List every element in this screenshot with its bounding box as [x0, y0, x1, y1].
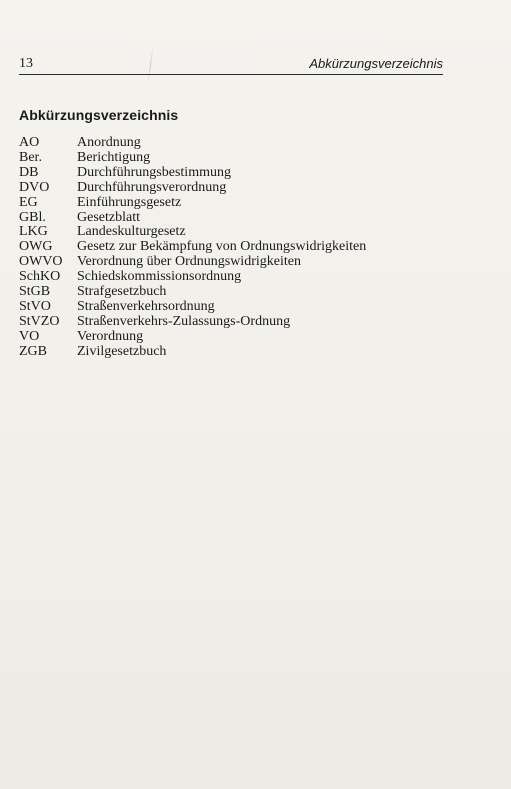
running-title: Abkürzungsverzeichnis: [309, 56, 443, 71]
abbreviation: StGB: [19, 284, 51, 300]
abbreviation-meaning: Einführungsgesetz: [77, 194, 182, 210]
abbreviation-meaning: Verordnung über Ordnungswidrigkeiten: [77, 254, 301, 270]
abbreviation: LKG: [19, 224, 48, 240]
page-number: 13: [19, 56, 33, 71]
abbreviation: OWVO: [19, 254, 63, 270]
abbreviation-row: [19, 300, 366, 315]
abbreviation-row: [19, 136, 366, 151]
abbreviation: GBl.: [19, 209, 46, 225]
abbreviation: AO: [19, 135, 40, 150]
abbreviation-row: [19, 270, 366, 285]
abbreviation-meaning: Anordnung: [77, 135, 141, 150]
abbreviation-row: [19, 211, 366, 226]
abbreviation-meaning: Durchführungsbestimmung: [77, 164, 231, 180]
section-heading: Abkürzungsverzeichnis: [19, 107, 179, 123]
abbreviation-meaning: Zivilgesetzbuch: [77, 343, 167, 359]
abbreviation-row: [19, 166, 366, 181]
abbreviation-meaning: Straßenverkehrs-Zulassungs-Ordnung: [77, 313, 291, 329]
abbreviation-row: [19, 345, 366, 360]
abbreviation-row: [19, 151, 366, 166]
abbreviation: ZGB: [19, 343, 47, 359]
abbreviation-meaning: Berichtigung: [77, 149, 151, 165]
abbreviation: DVO: [19, 179, 50, 195]
abbreviation-meaning: Straßenverkehrsordnung: [77, 298, 215, 314]
abbreviation: StVZO: [19, 313, 60, 329]
abbreviation: StVO: [19, 298, 51, 314]
abbreviation-row: [19, 330, 366, 345]
abbreviation: DB: [19, 164, 39, 180]
abbreviation-row: [19, 255, 366, 270]
abbreviation-list: [19, 136, 366, 360]
abbreviation: EG: [19, 194, 38, 210]
running-header: [19, 56, 443, 75]
abbreviation: SchKO: [19, 269, 61, 285]
abbreviation-row: [19, 240, 366, 255]
abbreviation-row: [19, 225, 366, 240]
abbreviation-meaning: Landeskulturgesetz: [77, 224, 186, 240]
abbreviation-meaning: Gesetz zur Bekämpfung von Ordnungswidrigkeiten: [77, 239, 367, 255]
abbreviation-row: [19, 181, 366, 196]
abbreviation-row: [19, 315, 366, 330]
abbreviation-meaning: Durchführungsverordnung: [77, 179, 227, 195]
abbreviation-meaning: Verordnung: [77, 328, 144, 344]
abbreviation: Ber.: [19, 149, 42, 165]
abbreviation-meaning: Schiedskommissionsordnung: [77, 269, 242, 285]
abbreviation-meaning: Gesetzblatt: [77, 209, 140, 225]
abbreviation: VO: [19, 328, 40, 344]
abbreviation-row: [19, 196, 366, 211]
abbreviation-row: [19, 285, 366, 300]
abbreviation-meaning: Strafgesetzbuch: [77, 284, 167, 300]
abbreviation: OWG: [19, 239, 53, 255]
